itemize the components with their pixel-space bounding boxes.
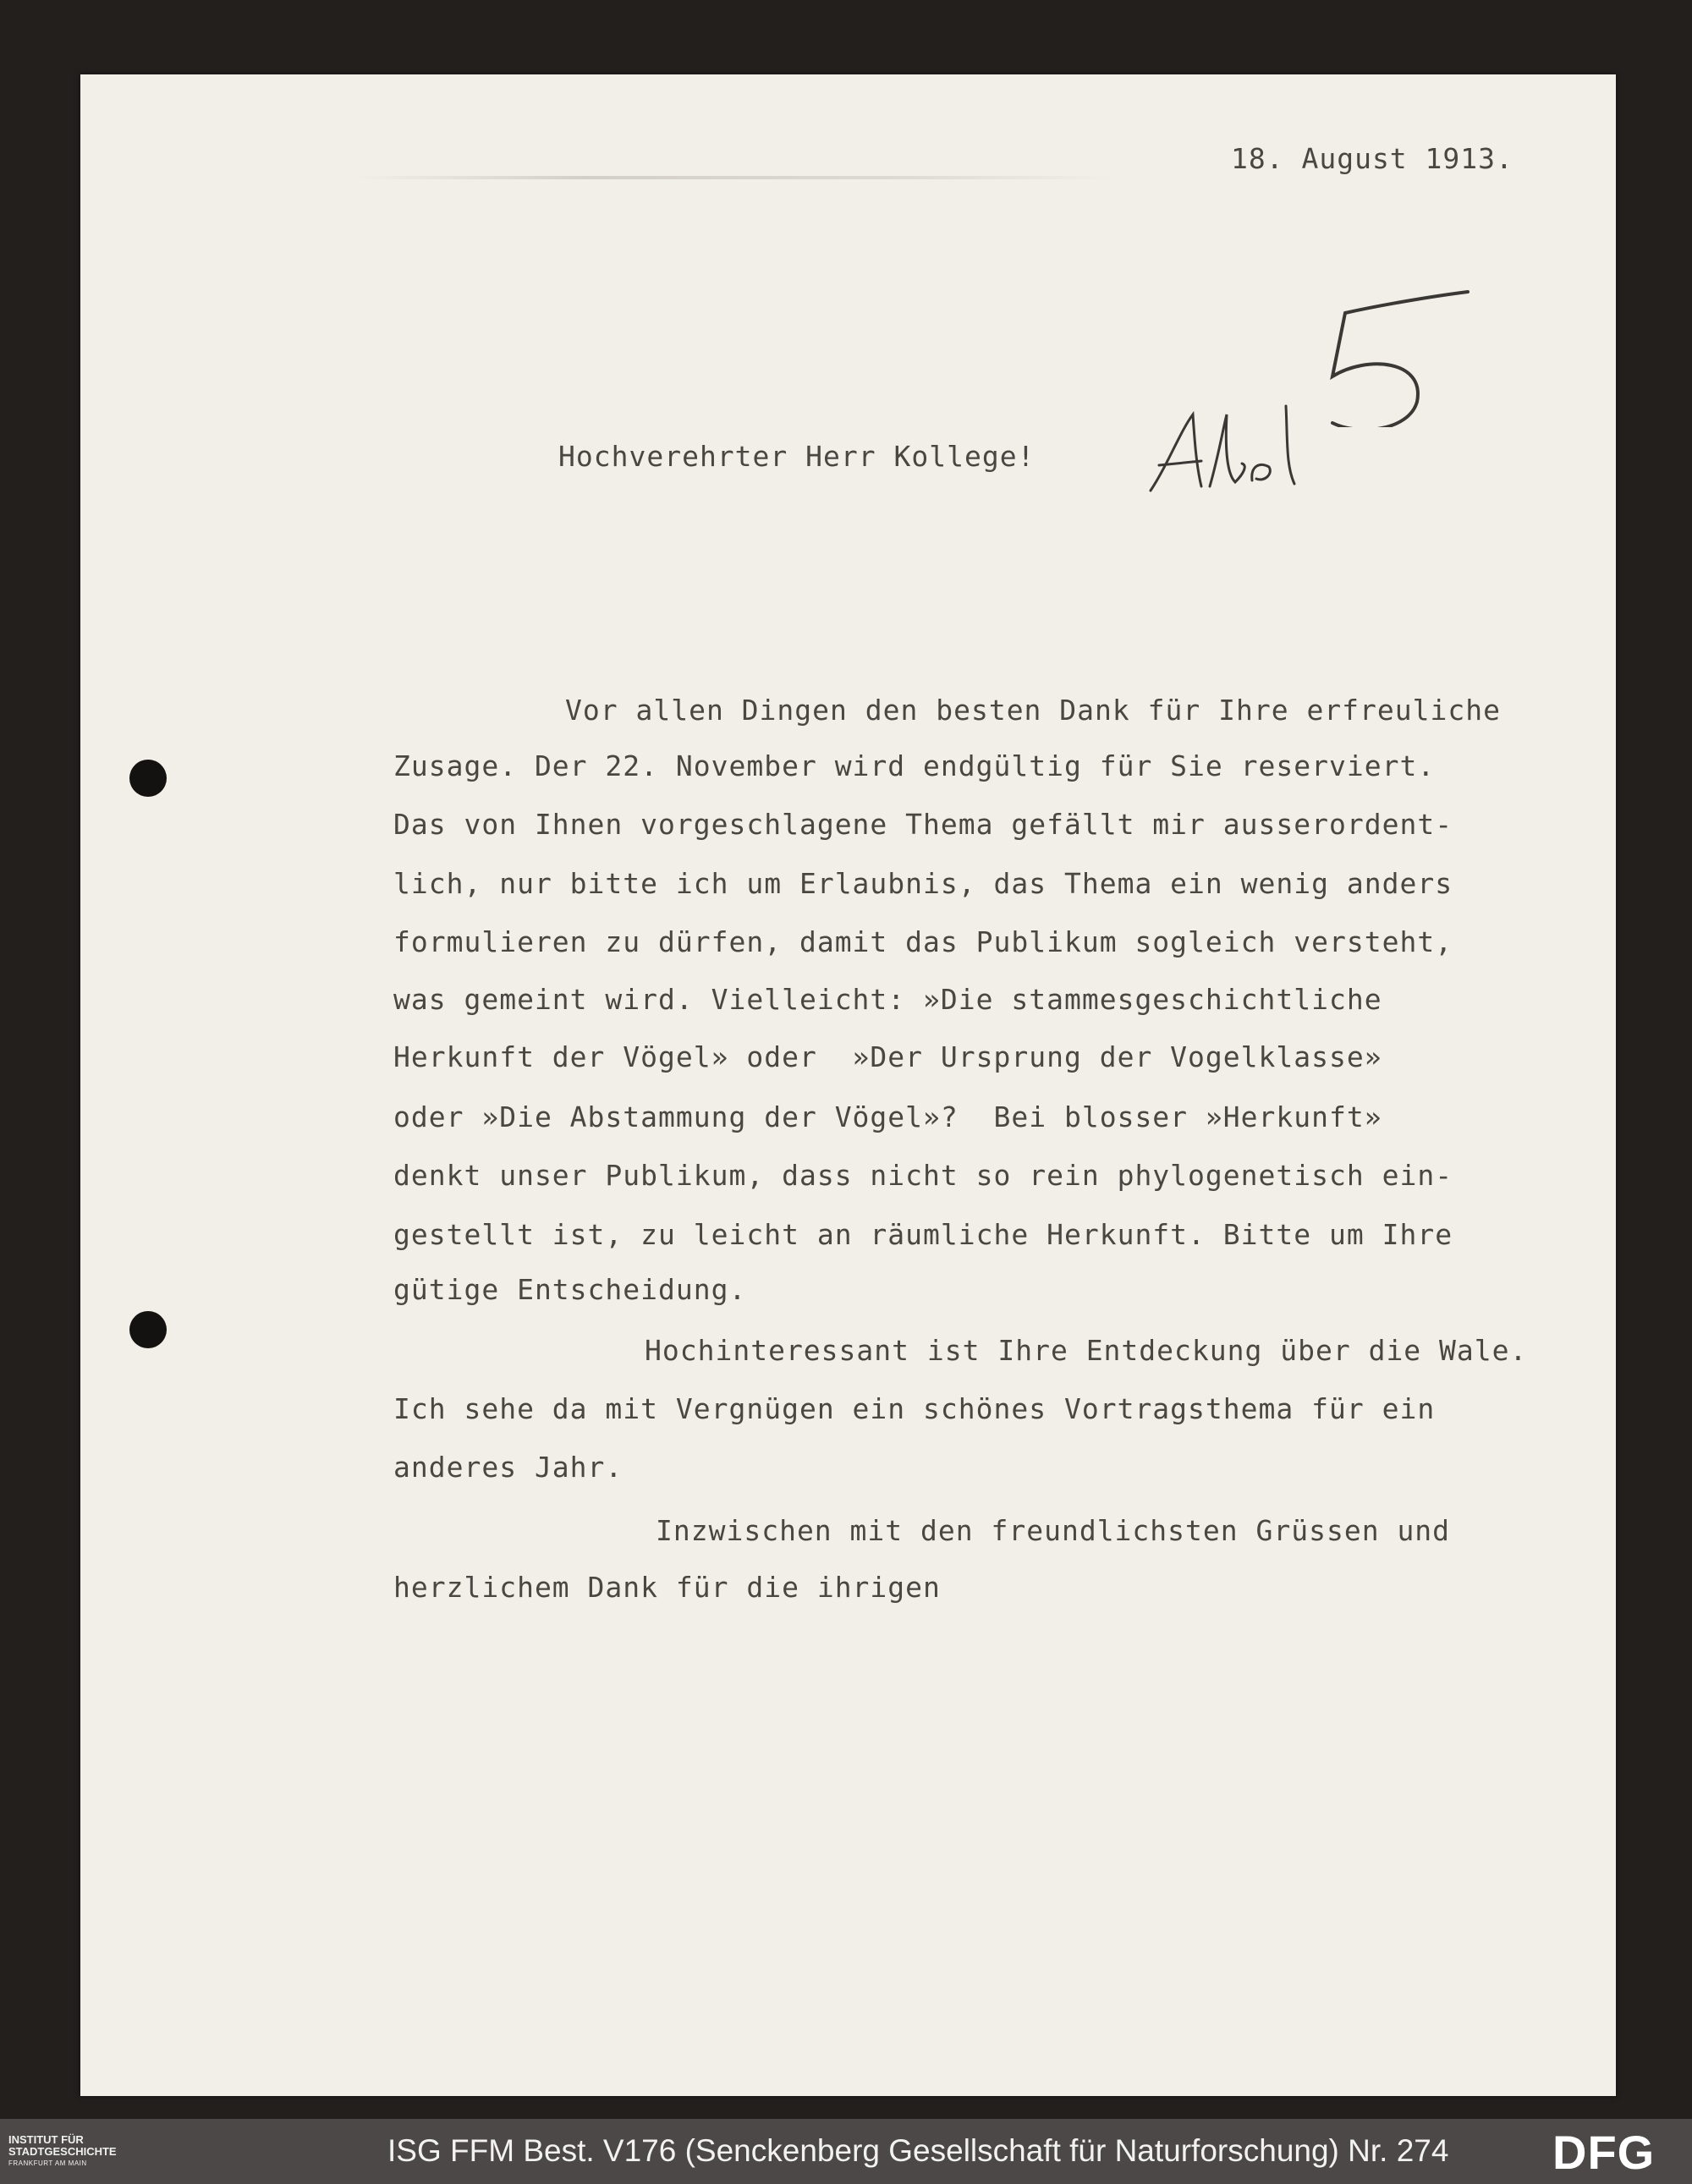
- body-line: Inzwischen mit den freundlichsten Grüssen und: [656, 1514, 1451, 1547]
- body-line: herzlichem Dank für die ihrigen: [393, 1571, 941, 1604]
- body-line: Herkunft der Vögel» oder »Der Ursprung der Vogelklasse»: [393, 1040, 1382, 1073]
- body-line: lich, nur bitte ich um Erlaubnis, das Thema ein wenig anders: [393, 867, 1453, 900]
- logo-line-3: FRANKFURT AM MAIN: [8, 2159, 87, 2167]
- logo-line-1: INSTITUT FÜR: [8, 2133, 84, 2146]
- handwritten-annotation: [1142, 398, 1328, 499]
- body-line: Ich sehe da mit Vergnügen ein schönes Vortragsthema für ein: [393, 1392, 1436, 1425]
- body-line: Vor allen Dingen den besten Dank für Ihre erfreuliche: [565, 694, 1501, 727]
- letter-date: 18. August 1913.: [1231, 142, 1513, 175]
- body-line: was gemeint wird. Vielleicht: »Die stammesgeschichtliche: [393, 983, 1382, 1016]
- body-line: oder »Die Abstammung der Vögel»? Bei blosser »Herkunft»: [393, 1100, 1382, 1133]
- punch-hole-upper: [129, 760, 167, 797]
- logo-line-2: STADTGESCHICHTE: [8, 2145, 117, 2158]
- archive-reference-caption: ISG FFM Best. V176 (Senckenberg Gesellschaft für Naturforschung) Nr. 274: [387, 2133, 1449, 2168]
- body-line: Das von Ihnen vorgeschlagene Thema gefällt mir ausserordent-: [393, 808, 1453, 841]
- isg-institute-logo: [8, 2134, 117, 2170]
- body-line: gütige Entscheidung.: [393, 1273, 747, 1306]
- body-line: gestellt ist, zu leicht an räumliche Herkunft. Bitte um Ihre: [393, 1218, 1453, 1251]
- letter-salutation: Hochverehrter Herr Kollege!: [558, 440, 1036, 473]
- archive-footer-bar: [0, 2119, 1692, 2184]
- dfg-logo: DFG: [1552, 2126, 1656, 2179]
- body-line: Hochinteressant ist Ihre Entdeckung über die Wale.: [645, 1334, 1528, 1367]
- body-line: denkt unser Publikum, dass nicht so rein phylogenetisch ein-: [393, 1159, 1453, 1192]
- body-line: formulieren zu dürfen, damit das Publikum sogleich versteht,: [393, 925, 1453, 958]
- punch-hole-lower: [129, 1311, 167, 1348]
- body-line: Zusage. Der 22. November wird endgültig für Sie reserviert.: [393, 749, 1436, 782]
- body-line: anderes Jahr.: [393, 1451, 624, 1484]
- faint-bleedthrough-mark: [355, 176, 1117, 179]
